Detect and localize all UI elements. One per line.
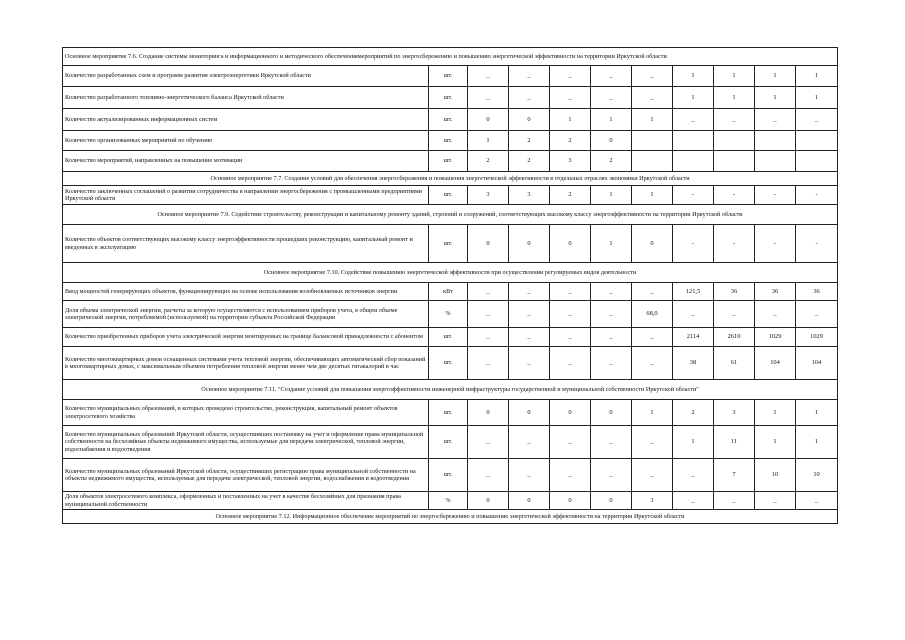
value-cell: _ [591, 426, 632, 459]
value-cell: 36 [796, 283, 838, 301]
value-cell: _ [509, 459, 550, 492]
value-cell [796, 131, 838, 151]
value-cell [714, 131, 755, 151]
value-cell: _ [632, 283, 673, 301]
value-cell: 1 [796, 426, 838, 459]
value-cell: _ [673, 459, 714, 492]
value-cell: _ [632, 459, 673, 492]
indicator-name: Количество муниципальных образований Иркутской области, осуществивших регистрацию права муниципальной собственности на объекты недвижимого имущества, используемые для передачи электрической, тепловой энергии, водоснабжения и водоотведения [63, 459, 429, 492]
section-header-row [63, 263, 838, 283]
section-title: Основное мероприятие 7.11. "Создание условий для повышения энергоэффективности инженерной инфраструктуры государственной и муниципальной собственности Иркутской области" [63, 380, 838, 400]
value-cell: _ [714, 301, 755, 328]
indicator-name: Доля объема электрической энергии, расчеты за которую осуществляются с использованием приборов учета, в общем объеме электрической энергии, потребляемой (используемой) на территории субъекта Российской Федерации [63, 301, 429, 328]
unit-cell: шт. [429, 426, 468, 459]
value-cell: 1 [591, 186, 632, 205]
table-row [63, 301, 838, 328]
value-cell: - [796, 225, 838, 263]
value-cell: 0 [550, 400, 591, 426]
indicator-table [62, 47, 838, 524]
table-row [63, 426, 838, 459]
value-cell: 0 [509, 492, 550, 510]
value-cell: _ [796, 492, 838, 510]
value-cell: _ [591, 459, 632, 492]
value-cell: _ [509, 283, 550, 301]
value-cell: 2 [550, 131, 591, 151]
section-header-row [63, 172, 838, 186]
value-cell: _ [468, 426, 509, 459]
value-cell: _ [591, 66, 632, 87]
value-cell: _ [632, 347, 673, 380]
indicator-name: Количество приобретенных приборов учета электрической энергии монтируемых на границе балансовой принадлежности с абонентом [63, 328, 429, 347]
indicator-name: Количество организованных мероприятий по обучению [63, 131, 429, 151]
value-cell: 1 [591, 225, 632, 263]
section-title: Основное мероприятие 7.7. Создание условий для обеспечения энергосбережения и повышения энергетической эффективности в отдельных отраслях экономики Иркутской области [63, 172, 838, 186]
unit-cell: шт. [429, 151, 468, 172]
value-cell: _ [550, 347, 591, 380]
value-cell: 1029 [796, 328, 838, 347]
value-cell: _ [550, 328, 591, 347]
value-cell: 1 [632, 186, 673, 205]
value-cell: 61 [714, 347, 755, 380]
value-cell: 68,0 [632, 301, 673, 328]
value-cell: _ [673, 492, 714, 510]
value-cell: 2610 [714, 328, 755, 347]
value-cell: - [673, 225, 714, 263]
value-cell [755, 151, 796, 172]
value-cell: _ [591, 328, 632, 347]
value-cell: 2 [550, 186, 591, 205]
value-cell: 0 [550, 225, 591, 263]
value-cell: 38 [673, 347, 714, 380]
value-cell: 1 [714, 87, 755, 109]
value-cell: - [796, 186, 838, 205]
value-cell: 1 [714, 66, 755, 87]
table-row [63, 225, 838, 263]
value-cell: _ [550, 459, 591, 492]
table-row [63, 151, 838, 172]
value-cell: _ [673, 109, 714, 131]
value-cell: - [755, 225, 796, 263]
value-cell: _ [755, 301, 796, 328]
value-cell: _ [714, 492, 755, 510]
value-cell: _ [632, 66, 673, 87]
table-row [63, 328, 838, 347]
value-cell: 104 [796, 347, 838, 380]
indicator-name: Количество актуализированных информационных систем [63, 109, 429, 131]
unit-cell: шт. [429, 186, 468, 205]
value-cell: 3 [550, 151, 591, 172]
value-cell: _ [468, 328, 509, 347]
value-cell: 7 [714, 459, 755, 492]
table-row [63, 283, 838, 301]
value-cell: 2 [468, 151, 509, 172]
value-cell: _ [509, 328, 550, 347]
unit-cell: шт. [429, 109, 468, 131]
section-title: Основное мероприятие 7.12. Информационное обеспечение мероприятий по энергосбережению и повышению энергетической эффективности на территории Иркутской области [63, 510, 838, 524]
value-cell: _ [591, 347, 632, 380]
value-cell: 3 [509, 186, 550, 205]
value-cell: 0 [632, 225, 673, 263]
value-cell: _ [509, 301, 550, 328]
table-row [63, 186, 838, 205]
value-cell: 2 [509, 151, 550, 172]
value-cell: 0 [468, 109, 509, 131]
value-cell: _ [632, 328, 673, 347]
section-header-row [63, 380, 838, 400]
value-cell: 1 [632, 109, 673, 131]
value-cell: _ [468, 283, 509, 301]
unit-cell: шт. [429, 66, 468, 87]
value-cell: _ [632, 87, 673, 109]
value-cell: 0 [550, 492, 591, 510]
section-title: Основное мероприятие 7.9. Содействие строительству, реконструкции и капитальному ремонту зданий, строений и сооружений, соответствующих высокому классу энергоэффективности на территории Иркутской области [63, 205, 838, 225]
value-cell: _ [468, 87, 509, 109]
value-cell [796, 151, 838, 172]
value-cell: 1 [796, 400, 838, 426]
table-row [63, 66, 838, 87]
value-cell: _ [714, 109, 755, 131]
table-row [63, 347, 838, 380]
indicator-name: Количество заключенных соглашений о развитии сотрудничества в направлении энергосбережения с промышленными предприятиями Иркутской области [63, 186, 429, 205]
value-cell: 3 [714, 400, 755, 426]
table-row [63, 109, 838, 131]
value-cell: 11 [714, 426, 755, 459]
unit-cell: шт. [429, 131, 468, 151]
value-cell: 1029 [755, 328, 796, 347]
indicator-name: Количество муниципальных образований, в которых проведено строительство, реконструкция, капитальный ремонт объектов электросетевого хозяйства [63, 400, 429, 426]
section-header-row [63, 510, 838, 524]
value-cell: 1 [673, 66, 714, 87]
value-cell: 1 [468, 131, 509, 151]
unit-cell: шт. [429, 225, 468, 263]
value-cell: _ [632, 426, 673, 459]
value-cell: 2 [591, 151, 632, 172]
indicator-name: Количество разработанного топливно-энергетического баланса Иркутской области [63, 87, 429, 109]
section-header-row [63, 205, 838, 225]
value-cell: 2 [673, 400, 714, 426]
indicator-name: Количество многоквартирных домов оснащенных системами учета тепловой энергии, обеспечивающих автоматический сбор показаний в многоквартирных домах, с максимальным объемом потребления тепловой энергии менее чем две десятых гигакалорий в час [63, 347, 429, 380]
value-cell: _ [509, 347, 550, 380]
table-row [63, 87, 838, 109]
value-cell: 3 [468, 186, 509, 205]
value-cell: _ [509, 426, 550, 459]
unit-cell: шт. [429, 400, 468, 426]
indicator-name: Доля объектов электросетевого комплекса, оформленных и поставленных на учет в качестве бесхозяйных для признания права муниципальной собственности [63, 492, 429, 510]
value-cell: 0 [468, 225, 509, 263]
section-header-row [63, 48, 838, 66]
value-cell: _ [796, 109, 838, 131]
value-cell: 121,5 [673, 283, 714, 301]
value-cell: 0 [509, 109, 550, 131]
value-cell: 1 [755, 400, 796, 426]
value-cell: 0 [509, 225, 550, 263]
value-cell: _ [550, 66, 591, 87]
value-cell: 1 [755, 87, 796, 109]
value-cell: _ [755, 109, 796, 131]
table-row [63, 492, 838, 510]
value-cell: _ [591, 301, 632, 328]
value-cell: 1 [632, 400, 673, 426]
unit-cell: % [429, 492, 468, 510]
value-cell: 0 [591, 400, 632, 426]
value-cell: 1 [550, 109, 591, 131]
value-cell: 36 [714, 283, 755, 301]
unit-cell: шт. [429, 87, 468, 109]
value-cell: _ [468, 301, 509, 328]
value-cell: 1 [796, 66, 838, 87]
section-title: Основное мероприятие 7.6. Создание системы мониторинга и информационного и методического обеспечениямероприятий по энергосбережению и повышению энергетической эффективности на территории Иркутской области [63, 48, 838, 66]
value-cell: - [755, 186, 796, 205]
value-cell: _ [796, 301, 838, 328]
value-cell: _ [468, 459, 509, 492]
value-cell [632, 151, 673, 172]
unit-cell: % [429, 301, 468, 328]
value-cell [632, 131, 673, 151]
value-cell [714, 151, 755, 172]
value-cell: _ [591, 283, 632, 301]
value-cell: _ [550, 301, 591, 328]
value-cell: 2 [509, 131, 550, 151]
value-cell: _ [550, 283, 591, 301]
section-title: Основное мероприятие 7.10. Содействие повышению энергетической эффективности при осуществлении регулируемых видов деятельности [63, 263, 838, 283]
value-cell: 104 [755, 347, 796, 380]
value-cell [755, 131, 796, 151]
value-cell: _ [509, 66, 550, 87]
indicator-name: Количество объектов соответствующих высокому классу энергоэффективности прошедших реконструкцию, капитальный ремонт и введенных в эксплуатацию [63, 225, 429, 263]
value-cell: 1 [591, 109, 632, 131]
indicator-name: Ввод мощностей генерирующих объектов, функционирующих на основе использования возобновляемых источников энергии [63, 283, 429, 301]
unit-cell: шт. [429, 459, 468, 492]
value-cell: 10 [796, 459, 838, 492]
value-cell: 0 [468, 492, 509, 510]
value-cell: _ [550, 87, 591, 109]
value-cell [673, 151, 714, 172]
value-cell: _ [550, 426, 591, 459]
indicator-table-page [62, 47, 837, 524]
value-cell: _ [509, 87, 550, 109]
value-cell [673, 131, 714, 151]
value-cell: 1 [796, 87, 838, 109]
value-cell: _ [591, 87, 632, 109]
value-cell: _ [468, 66, 509, 87]
value-cell: 1 [673, 426, 714, 459]
value-cell: 3 [632, 492, 673, 510]
value-cell: 0 [468, 400, 509, 426]
value-cell: 0 [591, 131, 632, 151]
table-row [63, 400, 838, 426]
indicator-name: Количество разработанных схем и программ развития электроэнергетики Иркутской области [63, 66, 429, 87]
indicator-table-body [63, 48, 838, 524]
value-cell: 1 [755, 66, 796, 87]
value-cell: 36 [755, 283, 796, 301]
value-cell: 0 [509, 400, 550, 426]
value-cell: _ [673, 301, 714, 328]
value-cell: 2114 [673, 328, 714, 347]
value-cell: _ [755, 492, 796, 510]
value-cell: 1 [673, 87, 714, 109]
table-row [63, 459, 838, 492]
table-row [63, 131, 838, 151]
unit-cell: шт. [429, 347, 468, 380]
indicator-name: Количество мероприятий, направленных на повышение мотивации [63, 151, 429, 172]
indicator-name: Количество муниципальных образований Иркутской области, осуществивших постановку на учет и оформление права муниципальной собственности на бесхозяйные объекты недвижимого имущества, используемые для передачи электрической, тепловой энергии, водоснабжения и водоотведения [63, 426, 429, 459]
value-cell: _ [468, 347, 509, 380]
value-cell: 0 [591, 492, 632, 510]
value-cell: - [714, 186, 755, 205]
unit-cell: шт. [429, 328, 468, 347]
value-cell: 10 [755, 459, 796, 492]
value-cell: - [714, 225, 755, 263]
value-cell: - [673, 186, 714, 205]
value-cell: 1 [755, 426, 796, 459]
unit-cell: кВт [429, 283, 468, 301]
